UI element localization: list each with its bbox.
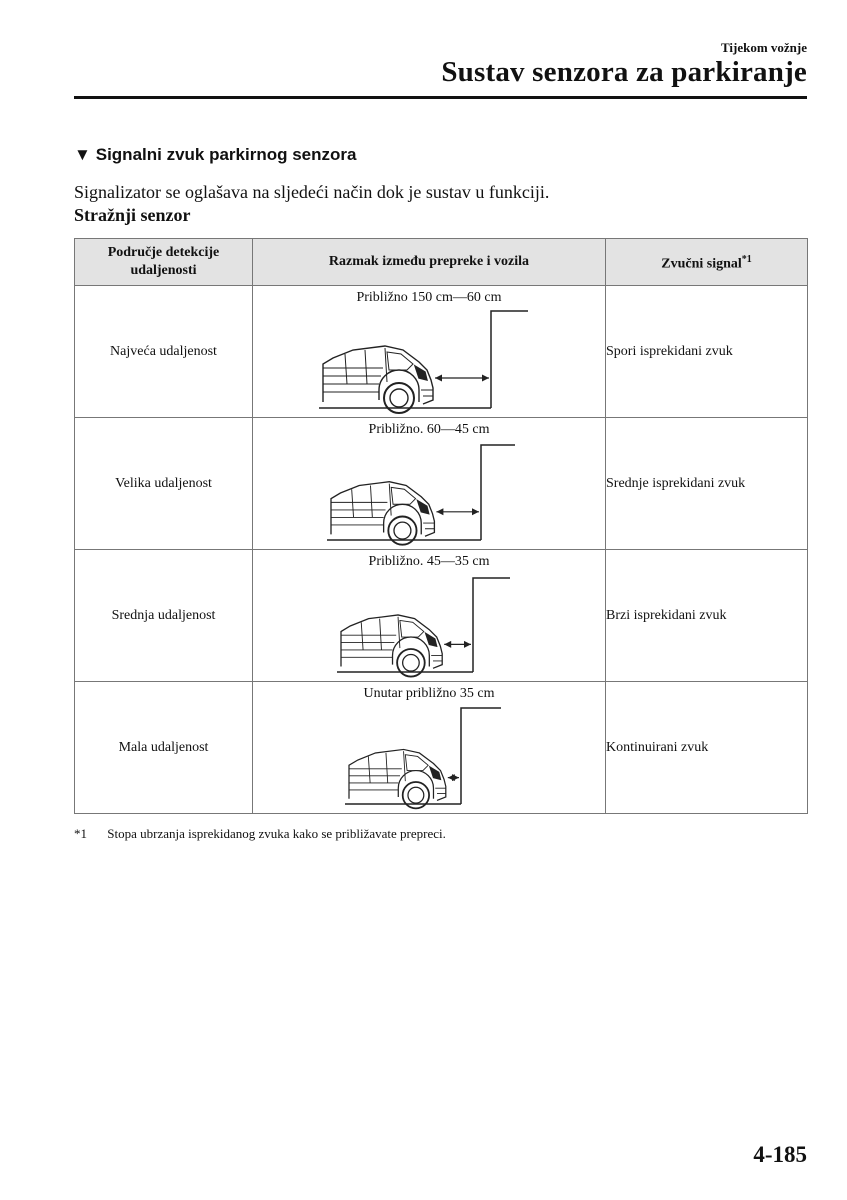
signal-cell: Kontinuirani zvuk	[606, 682, 808, 814]
arrow-head-right	[472, 508, 479, 515]
car-rear-illustration	[349, 749, 446, 808]
table-row	[75, 550, 808, 682]
footnote-mark: *1	[74, 826, 87, 841]
zone-cell: Srednja udaljenost	[75, 550, 253, 682]
table-row	[75, 286, 808, 418]
distance-illustration	[253, 418, 606, 549]
table-row	[75, 682, 808, 814]
header-distance: Razmak između prepreke i vozila	[253, 239, 606, 286]
header-signal-text: Zvučni signal	[661, 256, 742, 272]
arrow-head-left	[436, 508, 443, 515]
distance-diagram-cell	[253, 682, 606, 814]
footnote	[74, 826, 446, 842]
header-signal-footnote-mark: *1	[741, 253, 752, 265]
section-label: Tijekom vožnje	[720, 40, 807, 55]
signal-cell: Spori isprekidani zvuk	[606, 286, 808, 418]
distance-illustration	[253, 682, 606, 813]
table-row	[75, 418, 808, 550]
header-signal	[606, 239, 808, 286]
zone-cell: Velika udaljenost	[75, 418, 253, 550]
zone-cell: Najveća udaljenost	[75, 286, 253, 418]
obstacle-wall	[491, 311, 528, 408]
page-number: 4-185	[753, 1142, 807, 1167]
arrow-head-right	[452, 774, 459, 781]
table-header-row	[75, 239, 808, 286]
distance-label: Unutar približno 35 cm	[363, 686, 495, 701]
distance-label: Približno. 60—45 cm	[368, 422, 490, 437]
arrow-head-right	[482, 375, 489, 382]
distance-label: Približno. 45—35 cm	[368, 554, 490, 569]
page-title: Sustav senzora za parkiranje	[441, 56, 807, 88]
distance-diagram-cell	[253, 550, 606, 682]
section-heading	[74, 145, 356, 165]
distance-illustration	[253, 550, 606, 681]
intro-text: Signalizator se oglašava na sljedeći način dok je sustav u funkciji.	[74, 182, 550, 202]
signal-table	[74, 238, 808, 814]
distance-illustration	[253, 286, 606, 417]
down-triangle-icon: ▼	[74, 145, 91, 164]
title-rule	[74, 96, 807, 99]
zone-cell: Mala udaljenost	[75, 682, 253, 814]
section-heading-text: Signalni zvuk parkirnog senzora	[95, 145, 357, 164]
arrow-head-right	[464, 641, 471, 648]
arrow-head-left	[444, 641, 451, 648]
car-rear-illustration	[331, 482, 434, 545]
signal-cell: Brzi isprekidani zvuk	[606, 550, 808, 682]
footnote-text: Stopa ubrzanja isprekidanog zvuka kako se približavate prepreci.	[107, 826, 446, 841]
signal-cell: Srednje isprekidani zvuk	[606, 418, 808, 550]
obstacle-wall	[481, 445, 515, 540]
subheading: Stražnji senzor	[74, 205, 191, 225]
car-rear-illustration	[341, 615, 442, 677]
obstacle-wall	[461, 708, 501, 804]
obstacle-wall	[473, 578, 510, 672]
car-rear-illustration	[323, 346, 433, 413]
distance-label: Približno 150 cm—60 cm	[356, 290, 502, 305]
distance-diagram-cell	[253, 286, 606, 418]
header-zone: Područje detekcije udaljenosti	[75, 239, 253, 286]
arrow-head-left	[435, 375, 442, 382]
distance-diagram-cell	[253, 418, 606, 550]
